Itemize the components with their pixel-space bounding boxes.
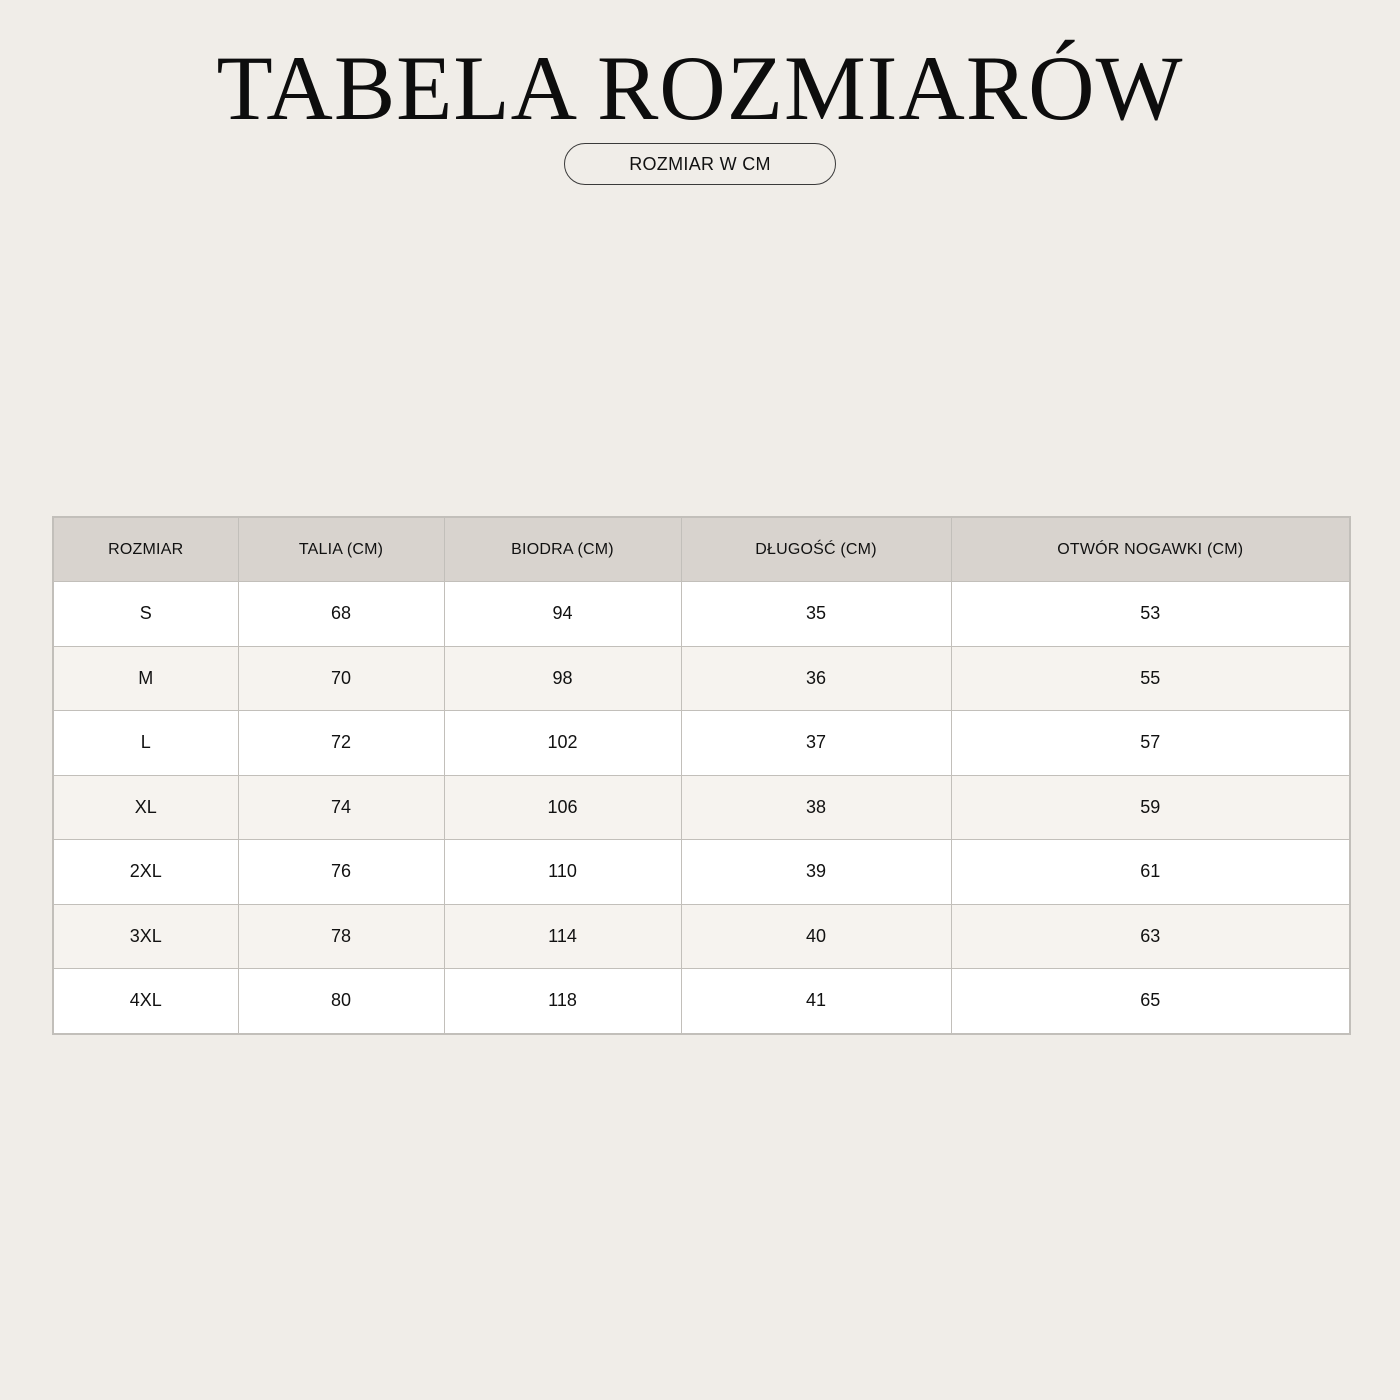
size-cell: M	[53, 646, 238, 711]
leg-opening-cell: 59	[951, 775, 1350, 840]
length-cell: 37	[681, 711, 951, 776]
column-header-waist: TALIA (CM)	[238, 517, 444, 582]
waist-cell: 78	[238, 904, 444, 969]
length-cell: 38	[681, 775, 951, 840]
table-row	[53, 711, 1350, 776]
waist-cell: 72	[238, 711, 444, 776]
column-header-hips: BIODRA (CM)	[444, 517, 681, 582]
size-cell: 4XL	[53, 969, 238, 1034]
waist-cell: 74	[238, 775, 444, 840]
hips-cell: 98	[444, 646, 681, 711]
table-header-row	[53, 517, 1350, 582]
table-row	[53, 582, 1350, 647]
leg-opening-cell: 65	[951, 969, 1350, 1034]
leg-opening-cell: 55	[951, 646, 1350, 711]
length-cell: 40	[681, 904, 951, 969]
size-cell: L	[53, 711, 238, 776]
length-cell: 36	[681, 646, 951, 711]
leg-opening-cell: 61	[951, 840, 1350, 905]
table-row	[53, 904, 1350, 969]
leg-opening-cell: 53	[951, 582, 1350, 647]
table-row	[53, 775, 1350, 840]
hips-cell: 114	[444, 904, 681, 969]
column-header-size: ROZMIAR	[53, 517, 238, 582]
waist-cell: 68	[238, 582, 444, 647]
unit-badge: ROZMIAR W CM	[564, 143, 836, 185]
size-table	[52, 516, 1351, 1035]
table-row	[53, 969, 1350, 1034]
leg-opening-cell: 57	[951, 711, 1350, 776]
size-cell: 3XL	[53, 904, 238, 969]
hips-cell: 110	[444, 840, 681, 905]
column-header-leg-opening: OTWÓR NOGAWKI (CM)	[951, 517, 1350, 582]
length-cell: 39	[681, 840, 951, 905]
hips-cell: 102	[444, 711, 681, 776]
length-cell: 41	[681, 969, 951, 1034]
page-title: TABELA ROZMIARÓW	[216, 37, 1184, 139]
size-cell: 2XL	[53, 840, 238, 905]
table-row	[53, 840, 1350, 905]
waist-cell: 80	[238, 969, 444, 1034]
hips-cell: 94	[444, 582, 681, 647]
column-header-length: DŁUGOŚĆ (CM)	[681, 517, 951, 582]
waist-cell: 76	[238, 840, 444, 905]
length-cell: 35	[681, 582, 951, 647]
hips-cell: 106	[444, 775, 681, 840]
waist-cell: 70	[238, 646, 444, 711]
size-cell: XL	[53, 775, 238, 840]
table-row	[53, 646, 1350, 711]
hips-cell: 118	[444, 969, 681, 1034]
size-cell: S	[53, 582, 238, 647]
leg-opening-cell: 63	[951, 904, 1350, 969]
